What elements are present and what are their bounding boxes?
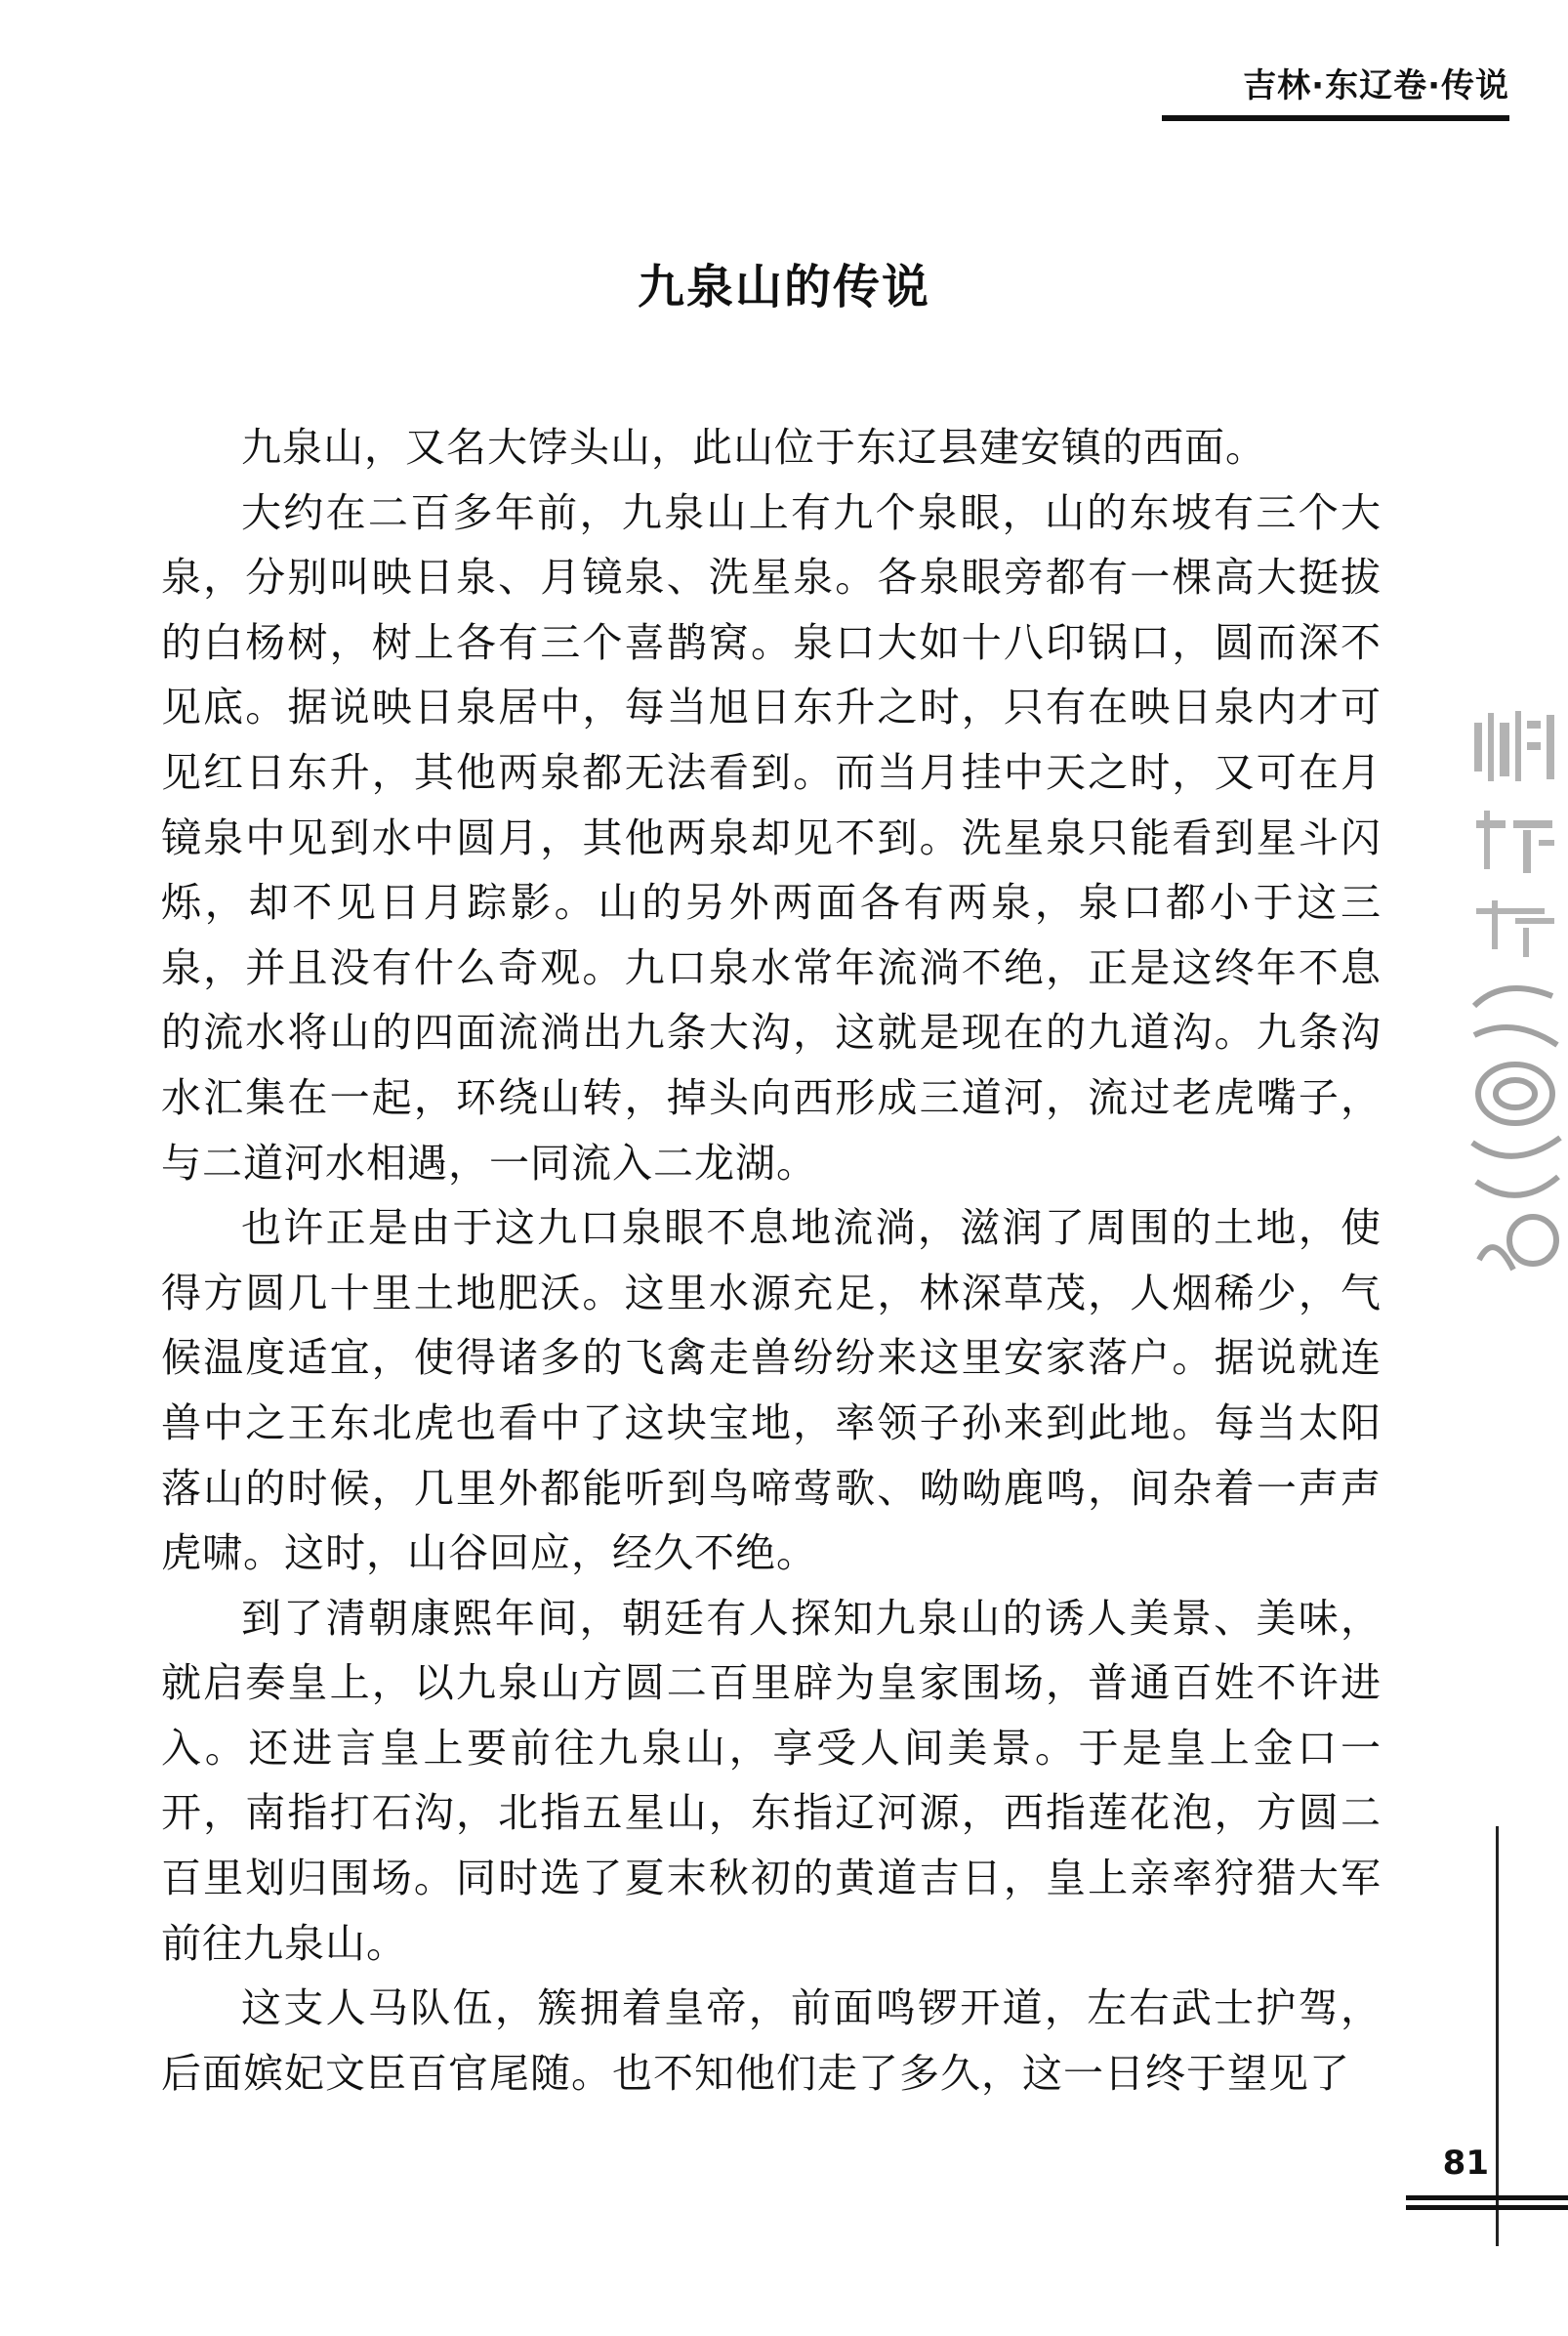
footer-rule: [1406, 2205, 1568, 2210]
running-header: 吉林·东辽卷·传说: [1243, 66, 1509, 105]
article-title: 九泉山的传说: [637, 260, 930, 314]
margin-rule: [1496, 1826, 1499, 2246]
paragraph: 九泉山，又名大饽头山，此山位于东辽县建安镇的西面。: [241, 424, 1266, 471]
article-body: [161, 415, 1382, 2106]
paragraph: 也许正是由于这九口泉眼不息地流淌，滋润了周围的土地，使得方圆几十里土地肥沃。这里水源充足，林深草茂，人烟稀少，气候温度适宜，使得诸多的飞禽走兽纷纷来这里安家落户。据说就连兽中之王东北虎也看中了这块宝地，率领子孙来到此地。每当太阳落山的时候，几里外都能听到鸟啼莺歌、呦呦鹿鸣，间杂着一声声虎啸。这时，山谷回应，经久不绝。: [161, 1204, 1382, 1577]
page-number: 81: [1442, 2144, 1489, 2183]
paragraph: 大约在二百多年前，九泉山上有九个泉眼，山的东坡有三个大泉，分别叫映日泉、月镜泉、洗星泉。各泉眼旁都有一棵高大挺拔的白杨树，树上各有三个喜鹊窝。泉口大如十八印锅口，圆而深不见底。据说映日泉居中，每当旭日东升之时，只有在映日泉内才可见红日东升，其他两泉都无法看到。而当月挂中天之时，又可在月镜泉中见到水中圆月，其他两泉却见不到。洗星泉只能看到星斗闪烁，却不见日月踪影。山的另外两面各有两泉，泉口都小于这三泉，并且没有什么奇观。九口泉水常年流淌不绝，正是这终年不息的流水将山的四面流淌出九条大沟，这就是现在的九道沟。九条沟水汇集在一起，环绕山转，掉头向西形成三道河，流过老虎嘴子，与二道河水相遇，一同流入二龙湖。: [161, 488, 1382, 1187]
paragraph: 这支人马队伍，簇拥着皇帝，前面鸣锣开道，左右武士护驾，后面嫔妃文臣百官尾随。也不知他们走了多久，这一日终于望见了: [161, 1984, 1382, 2097]
decorative-seal-icon: [1465, 684, 1568, 1289]
footer-rule: [1406, 2195, 1568, 2200]
header-rule: [1162, 115, 1509, 121]
paragraph: 到了清朝康熙年间，朝廷有人探知九泉山的诱人美景、美味，就启奏皇上，以九泉山方圆二百里辟为皇家围场，普通百姓不许进入。还进言皇上要前往九泉山，享受人间美景。于是皇上金口一开，南指打石沟，北指五星山，东指辽河源，西指莲花泡，方圆二百里划归围场。同时选了夏末秋初的黄道吉日，皇上亲率狩猎大军前往九泉山。: [161, 1594, 1382, 1967]
